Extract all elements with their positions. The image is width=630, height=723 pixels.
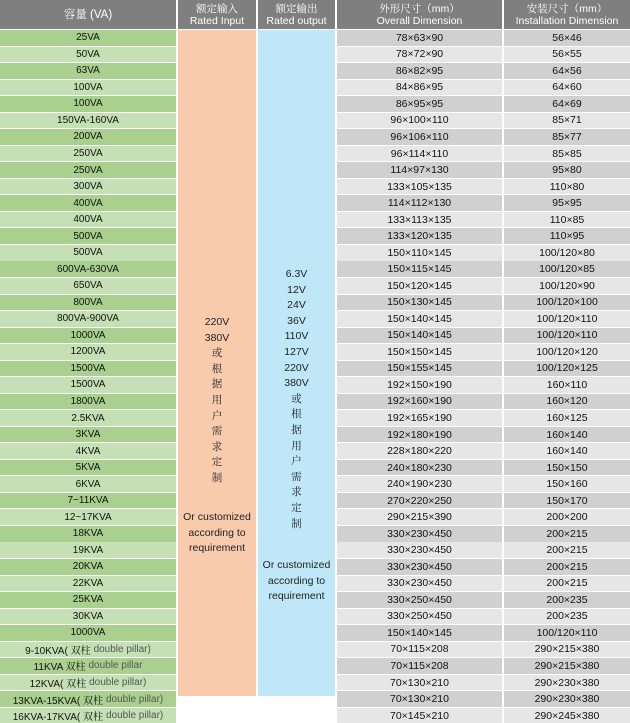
capacity-value: 25VA — [76, 32, 100, 44]
capacity-value: 1000VA — [70, 627, 106, 639]
overall-dimension-cell: 192×150×190 — [337, 377, 502, 393]
capacity-cell — [0, 261, 176, 277]
rated-output-value: 24V — [287, 299, 306, 312]
capacity-value: 20KVA — [72, 561, 104, 573]
capacity-value: 800VA — [73, 296, 103, 308]
installation-dimension-cell: 200×215 — [504, 576, 630, 592]
capacity-value: 5KVA — [75, 462, 101, 474]
installation-dimension-cell: 85×77 — [504, 129, 630, 145]
capacity-cell — [0, 162, 176, 178]
capacity-value: 12~17KVA — [64, 511, 112, 523]
installation-dimension-cell: 64×56 — [504, 63, 630, 79]
rated-input-value: 据 — [211, 378, 223, 391]
header-rated-output-cn: 额定输出 — [275, 2, 318, 15]
overall-dimension-cell: 70×115×208 — [337, 658, 502, 674]
capacity-cell — [0, 228, 176, 244]
header-overall-dimension — [337, 0, 502, 29]
installation-dimension-cell: 200×215 — [504, 559, 630, 575]
installation-dimension-cell: 100/120×85 — [504, 261, 630, 277]
rated-input-cell — [178, 30, 256, 696]
overall-dimension-cell: 70×115×208 — [337, 642, 502, 658]
rated-input-value: 求 — [211, 440, 223, 453]
installation-dimension-cell: 290×245×380 — [504, 708, 630, 723]
rated-input-value: 380V — [204, 331, 230, 344]
pillar-note: double pillar) — [93, 643, 151, 655]
capacity-cell — [0, 658, 176, 674]
rated-output-value: 定 — [291, 501, 302, 514]
overall-dimension-cell: 240×180×230 — [337, 460, 502, 476]
installation-dimension-cell: 290×230×380 — [504, 691, 630, 707]
capacity-value: 200VA — [73, 131, 103, 143]
overall-dimension-cell: 86×82×95 — [337, 63, 502, 79]
capacity-value: 16KVA-17KVA( 双柱 — [12, 712, 103, 723]
capacity-value: 1500VA — [70, 362, 106, 374]
rated-input-values — [205, 315, 230, 487]
capacity-value: 6KVA — [75, 478, 101, 490]
capacity-value: 650VA — [73, 280, 103, 292]
rated-output-value: 根 — [291, 408, 302, 421]
installation-dimension-cell: 160×110 — [504, 377, 630, 393]
capacity-cell — [0, 311, 176, 327]
rated-input-value: 制 — [211, 471, 223, 484]
installation-dimension-cell: 110×80 — [504, 179, 630, 195]
capacity-cell — [0, 212, 176, 228]
capacity-cell — [0, 691, 176, 707]
capacity-value: 100VA — [73, 98, 103, 110]
overall-dimension-cell: 192×165×190 — [337, 410, 502, 426]
capacity-value: 400VA — [73, 197, 103, 209]
installation-dimension-cell: 100/120×110 — [504, 328, 630, 344]
overall-dimension-cell: 150×140×145 — [337, 311, 502, 327]
capacity-cell — [0, 394, 176, 410]
rated-output-value: 110V — [284, 330, 309, 343]
overall-dimension-cell: 330×230×450 — [337, 559, 502, 575]
overall-dimension-cell: 150×110×145 — [337, 245, 502, 261]
capacity-value: 800VA-900VA — [57, 313, 119, 325]
installation-dimension-cell: 200×235 — [504, 592, 630, 608]
installation-dimension-cell: 150×170 — [504, 493, 630, 509]
rated-output-values — [284, 267, 309, 532]
capacity-cell — [0, 493, 176, 509]
rated-input-value: 用 — [211, 393, 223, 406]
capacity-cell — [0, 96, 176, 112]
capacity-cell — [0, 278, 176, 294]
capacity-value: 150VA-160VA — [57, 114, 119, 126]
capacity-value: 100VA — [73, 81, 103, 93]
capacity-value: 63VA — [76, 65, 100, 77]
capacity-value: 1500VA — [70, 379, 106, 391]
installation-dimension-cell: 64×69 — [504, 96, 630, 112]
capacity-cell — [0, 344, 176, 360]
installation-dimension-cell: 100/120×110 — [504, 311, 630, 327]
rated-input-value: 根 — [211, 362, 223, 375]
capacity-cell — [0, 559, 176, 575]
capacity-cell — [0, 179, 176, 195]
overall-dimension-cell: 192×160×190 — [337, 394, 502, 410]
rated-output-note: Or customized according to requirement — [262, 559, 331, 602]
pillar-note: double pillar — [88, 660, 143, 672]
rated-output-value: 户 — [291, 455, 302, 468]
overall-dimension-column — [337, 30, 502, 722]
overall-dimension-cell: 78×63×90 — [337, 30, 502, 46]
rated-output-value: 36V — [287, 314, 306, 327]
capacity-value: 1000VA — [70, 329, 106, 341]
capacity-value: 500VA — [73, 247, 103, 259]
overall-dimension-cell: 96×114×110 — [337, 146, 502, 162]
capacity-cell — [0, 30, 176, 46]
rated-output-value: 或 — [291, 392, 302, 405]
capacity-cell — [0, 443, 176, 459]
pillar-note: double pillar) — [105, 710, 164, 722]
header-install-en: Installation Dimension — [515, 14, 619, 27]
capacity-value: 2.5KVA — [71, 412, 105, 424]
capacity-value: 19KVA — [72, 544, 104, 556]
overall-dimension-cell: 78×72×90 — [337, 47, 502, 63]
header-rated-output — [258, 0, 335, 29]
capacity-cell — [0, 592, 176, 608]
overall-dimension-cell: 330×250×450 — [337, 592, 502, 608]
capacity-cell — [0, 708, 176, 723]
capacity-cell — [0, 675, 176, 691]
capacity-cell — [0, 576, 176, 592]
capacity-value: 25KVA — [72, 594, 104, 606]
overall-dimension-cell: 150×115×145 — [337, 261, 502, 277]
capacity-cell — [0, 542, 176, 558]
overall-dimension-cell: 330×230×450 — [337, 542, 502, 558]
capacity-cell — [0, 625, 176, 641]
capacity-value: 12KVA( 双柱 — [29, 679, 87, 691]
installation-dimension-cell: 160×120 — [504, 394, 630, 410]
capacity-value: 1200VA — [70, 346, 106, 358]
capacity-cell — [0, 642, 176, 658]
header-rated-input — [178, 0, 256, 29]
rated-output-value: 6.3V — [285, 268, 308, 280]
capacity-value: 9-10KVA( 双柱 — [25, 645, 91, 657]
installation-dimension-cell: 200×200 — [504, 509, 630, 525]
rated-input-value: 220V — [204, 316, 230, 328]
capacity-cell — [0, 63, 176, 79]
capacity-cell — [0, 526, 176, 542]
capacity-cell — [0, 509, 176, 525]
rated-input-value: 需 — [211, 425, 223, 438]
overall-dimension-cell: 133×105×135 — [337, 179, 502, 195]
installation-dimension-cell: 150×160 — [504, 476, 630, 492]
capacity-column — [0, 30, 176, 723]
installation-dimension-cell: 200×235 — [504, 609, 630, 625]
installation-dimension-cell: 160×125 — [504, 410, 630, 426]
rated-output-value: 380V — [284, 377, 309, 390]
overall-dimension-cell: 150×140×145 — [337, 328, 502, 344]
overall-dimension-cell: 330×230×450 — [337, 576, 502, 592]
capacity-cell — [0, 410, 176, 426]
capacity-cell — [0, 129, 176, 145]
overall-dimension-cell: 133×120×135 — [337, 228, 502, 244]
installation-dimension-cell: 56×55 — [504, 47, 630, 63]
overall-dimension-cell: 330×250×450 — [337, 609, 502, 625]
installation-dimension-cell: 110×95 — [504, 228, 630, 244]
capacity-value: 500VA — [73, 230, 103, 242]
pillar-note: double pillar) — [105, 693, 164, 705]
installation-dimension-cell: 95×95 — [504, 195, 630, 211]
capacity-cell — [0, 113, 176, 129]
header-capacity — [0, 0, 176, 29]
rated-output-value: 制 — [291, 517, 302, 530]
installation-dimension-cell: 160×140 — [504, 443, 630, 459]
overall-dimension-cell: 150×120×145 — [337, 278, 502, 294]
installation-dimension-cell: 100/120×80 — [504, 245, 630, 261]
installation-dimension-cell: 200×215 — [504, 542, 630, 558]
rated-output-value: 用 — [291, 439, 302, 452]
overall-dimension-cell: 84×86×95 — [337, 80, 502, 96]
overall-dimension-cell: 86×95×95 — [337, 96, 502, 112]
overall-dimension-cell: 192×180×190 — [337, 427, 502, 443]
header-install-cn: 安装尺寸（mm） — [526, 2, 608, 15]
overall-dimension-cell: 330×230×450 — [337, 526, 502, 542]
capacity-value: 250VA — [73, 164, 103, 176]
capacity-cell — [0, 80, 176, 96]
header-rated-input-cn: 额定输入 — [196, 2, 238, 15]
capacity-value: 1800VA — [70, 395, 106, 407]
overall-dimension-cell: 150×150×145 — [337, 344, 502, 360]
rated-output-value: 需 — [291, 470, 302, 483]
header-overall-cn: 外形尺寸（mm） — [379, 2, 460, 15]
overall-dimension-cell: 290×215×390 — [337, 509, 502, 525]
capacity-value: 4KVA — [75, 445, 101, 457]
overall-dimension-cell: 150×140×145 — [337, 625, 502, 641]
capacity-value: 250VA — [73, 148, 103, 160]
rated-output-value: 求 — [291, 486, 302, 499]
overall-dimension-cell: 70×130×210 — [337, 675, 502, 691]
overall-dimension-cell: 228×180×220 — [337, 443, 502, 459]
installation-dimension-cell: 95×80 — [504, 162, 630, 178]
installation-dimension-cell: 56×46 — [504, 30, 630, 46]
capacity-value: 13KVA-15KVA( 双柱 — [12, 695, 103, 707]
overall-dimension-cell: 150×155×145 — [337, 361, 502, 377]
capacity-cell — [0, 295, 176, 311]
overall-dimension-cell: 96×106×110 — [337, 129, 502, 145]
header-overall-en: Overall Dimension — [376, 14, 463, 27]
capacity-cell — [0, 609, 176, 625]
installation-dimension-cell: 160×140 — [504, 427, 630, 443]
installation-dimension-cell: 110×85 — [504, 212, 630, 228]
capacity-cell — [0, 377, 176, 393]
installation-dimension-cell: 200×215 — [504, 526, 630, 542]
header-installation-dimension — [504, 0, 630, 29]
capacity-value: 18KVA — [72, 528, 104, 540]
capacity-value: 3KVA — [75, 429, 101, 441]
installation-dimension-cell: 100/120×125 — [504, 361, 630, 377]
rated-input-value: 户 — [211, 409, 223, 422]
header-capacity-label: 容量 (VA) — [63, 8, 113, 21]
capacity-cell — [0, 460, 176, 476]
rated-output-value: 127V — [284, 345, 309, 358]
capacity-cell — [0, 361, 176, 377]
capacity-value: 50VA — [76, 48, 100, 60]
overall-dimension-cell: 133×113×135 — [337, 212, 502, 228]
overall-dimension-cell: 70×130×210 — [337, 691, 502, 707]
installation-dimension-cell: 290×230×380 — [504, 675, 630, 691]
capacity-cell — [0, 427, 176, 443]
capacity-cell — [0, 245, 176, 261]
rated-input-note: Or customized according to requirement — [183, 511, 251, 554]
overall-dimension-cell: 240×190×230 — [337, 476, 502, 492]
header-rated-input-en: Rated Input — [189, 14, 245, 27]
rated-output-value: 据 — [291, 423, 302, 436]
capacity-cell — [0, 146, 176, 162]
capacity-value: 22KVA — [72, 577, 104, 589]
capacity-value: 400VA — [73, 214, 103, 226]
capacity-value: 11KVA 双柱 — [33, 662, 86, 674]
rated-input-value: 定 — [211, 456, 223, 469]
installation-dimension-cell: 85×85 — [504, 146, 630, 162]
installation-dimension-cell: 150×150 — [504, 460, 630, 476]
rated-input-value: 或 — [211, 347, 223, 360]
capacity-value: 600VA-630VA — [57, 263, 119, 275]
installation-dimension-cell: 100/120×100 — [504, 295, 630, 311]
rated-output-value: 12V — [287, 283, 306, 296]
capacity-value: 30KVA — [72, 610, 104, 622]
overall-dimension-cell: 150×130×145 — [337, 295, 502, 311]
installation-dimension-cell: 85×71 — [504, 113, 630, 129]
installation-dimension-cell: 64×60 — [504, 80, 630, 96]
installation-dimension-cell: 290×215×380 — [504, 642, 630, 658]
overall-dimension-cell: 114×97×130 — [337, 162, 502, 178]
rated-output-value: 220V — [284, 361, 309, 374]
installation-dimension-cell: 290×215×380 — [504, 658, 630, 674]
installation-dimension-cell: 100/120×110 — [504, 625, 630, 641]
overall-dimension-cell: 270×220×250 — [337, 493, 502, 509]
installation-dimension-cell: 100/120×90 — [504, 278, 630, 294]
rated-output-cell — [258, 30, 335, 696]
header-rated-output-en: Rated output — [266, 14, 327, 27]
capacity-value: 7~11KVA — [67, 495, 109, 507]
overall-dimension-cell: 70×145×210 — [337, 708, 502, 723]
capacity-cell — [0, 195, 176, 211]
capacity-cell — [0, 328, 176, 344]
capacity-value: 300VA — [73, 181, 103, 193]
pillar-note: double pillar) — [89, 677, 147, 689]
capacity-cell — [0, 47, 176, 63]
installation-dimension-column — [504, 30, 630, 722]
installation-dimension-cell: 100/120×120 — [504, 344, 630, 360]
capacity-cell — [0, 476, 176, 492]
overall-dimension-cell: 96×100×110 — [337, 113, 502, 129]
overall-dimension-cell: 114×112×130 — [337, 195, 502, 211]
